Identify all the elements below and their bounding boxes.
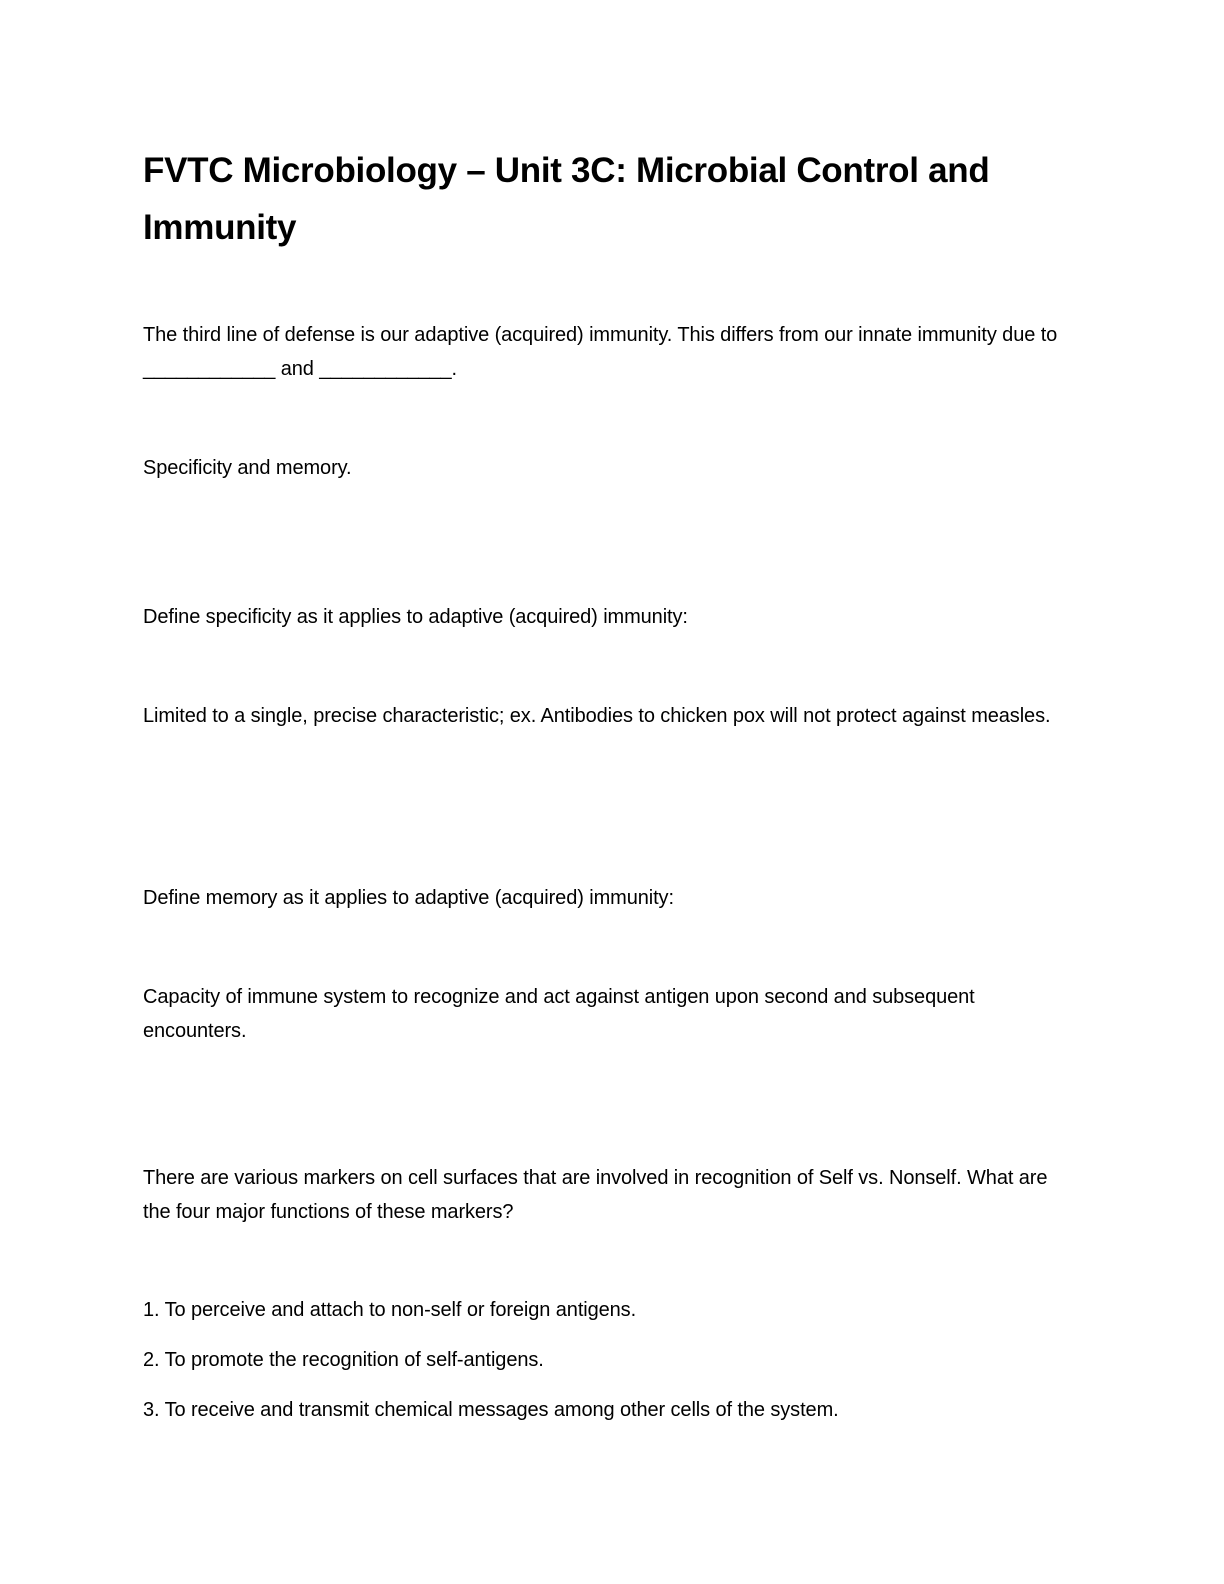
answer-memory: Capacity of immune system to recognize and act against antigen upon second and subsequent encounters. bbox=[143, 986, 975, 1042]
answer-specificity-memory: Specificity and memory. bbox=[143, 457, 352, 479]
page-title: FVTC Microbiology – Unit 3C: Microbial Control and Immunity bbox=[143, 151, 990, 247]
question-define-memory: Define memory as it applies to adaptive (acquired) immunity: bbox=[143, 887, 674, 909]
question-cell-markers: There are various markers on cell surfaces that are involved in recognition of Self vs. Nonself. What are the four major functions of these markers? bbox=[143, 1167, 1048, 1223]
list-item: 2. To promote the recognition of self-antigens. bbox=[143, 1349, 544, 1371]
intro-paragraph: The third line of defense is our adaptive (acquired) immunity. This differs from our innate immunity due to ____________ and ____________. bbox=[143, 324, 1058, 380]
list-item: 1. To perceive and attach to non-self or foreign antigens. bbox=[143, 1299, 637, 1321]
answer-specificity: Limited to a single, precise characteristic; ex. Antibodies to chicken pox will not protect against measles. bbox=[143, 705, 1051, 727]
list-item: 3. To receive and transmit chemical messages among other cells of the system. bbox=[143, 1399, 839, 1421]
question-define-specificity: Define specificity as it applies to adaptive (acquired) immunity: bbox=[143, 606, 688, 628]
